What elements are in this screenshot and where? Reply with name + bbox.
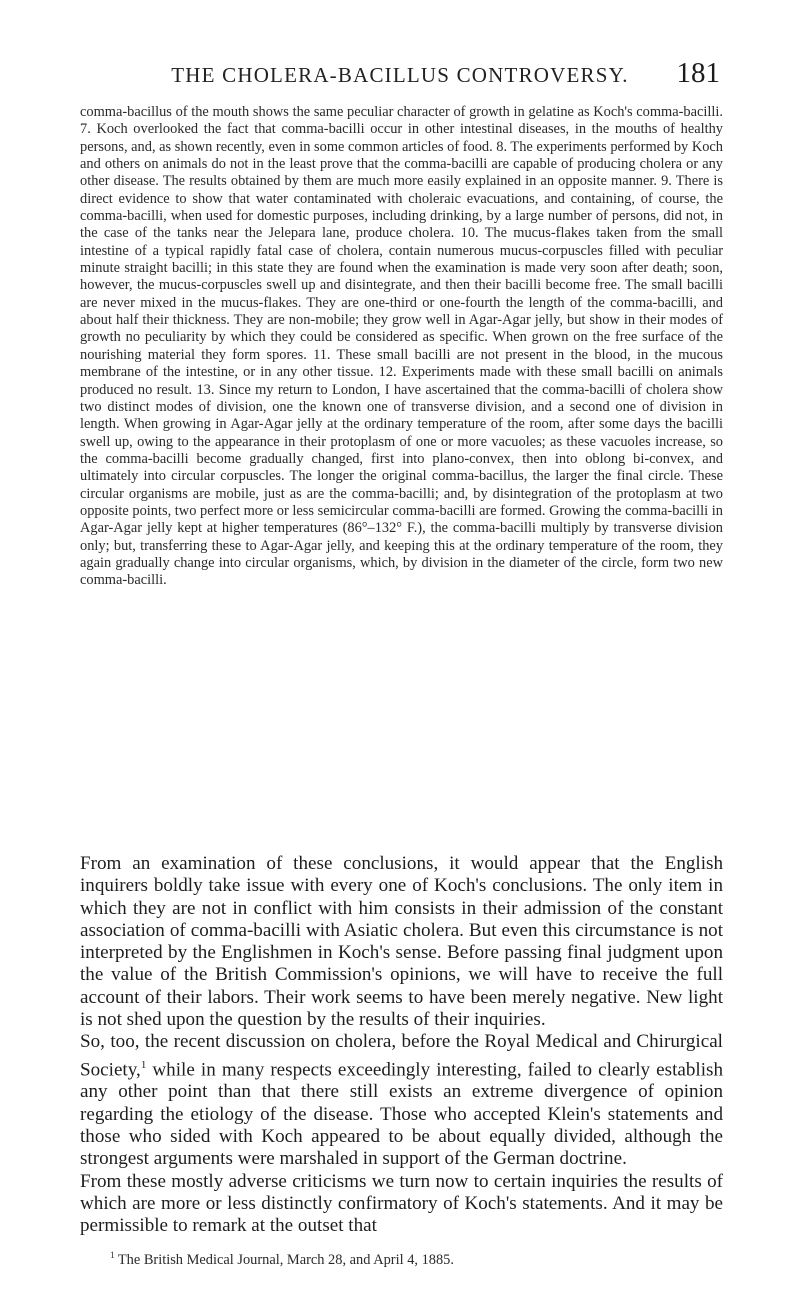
running-head: [80, 55, 720, 105]
paragraph-english-inquirers: From an examination of these conclusions, it would appear that the English inquirers boldly take issue with every one of Koch's conclusions. The only item in which they are not in conflict with him consists in their admission of the constant association of comma-bacilli with Asiatic cholera. But even this circumstance is not interpreted by the Englishmen in Koch's sense. Before passing final judgment upon the value of the British Commission's opinions, we will have to receive the full account of their labors. Their work seems to have been merely negative. New light is not shed upon the question by the results of their inquiries.: [80, 853, 723, 1031]
page-number: 181: [676, 57, 720, 89]
footnote-reference: 1: [140, 1058, 147, 1071]
paragraph-royal-society-discussion: [80, 1031, 723, 1170]
running-title: THE CHOLERA-BACILLUS CONTROVERSY.: [171, 63, 629, 87]
main-text: [80, 853, 723, 1237]
paragraph-confirmatory-inquiries: From these mostly adverse criticisms we turn now to certain inquiries the results of which are more or less distinctly confirmatory of Koch's statements. And it may be permissible to remark at the outset that: [80, 1170, 723, 1237]
paragraph-text-after-ref: while in many respects exceedingly interesting, failed to clearly establish any other point than that there still exists an extreme divergence of opinion regarding the etiology of the disease. Those who accepted Klein's statements and those who sided with Koch appeared to be about equally divided, although the strongest arguments were marshaled in support of the German doctrine.: [80, 1059, 723, 1170]
footnote-text: The British Medical Journal, March 28, and April 4, 1885.: [117, 1251, 454, 1268]
footnote: [110, 1250, 720, 1269]
footnote-marker: 1: [110, 1250, 115, 1260]
paragraph-text-before-ref: So, too, the recent discussion on cholera, before the Royal Medical and Chirurgical Society,: [80, 1031, 723, 1081]
quoted-conclusions-paragraph: comma-bacillus of the mouth shows the same peculiar character of growth in gelatine as Koch's comma-bacilli. 7. Koch overlooked the fact that comma-bacilli occur in other intestinal diseases, in the mouths of healthy persons, and, as shown recently, even in some common articles of food. 8. The experiments performed by Koch and others on animals do not in the least prove that the comma-bacilli are capable of producing cholera or any other disease. The results obtained by them are much more easily explained in an opposite manner. 9. There is direct evidence to show that water contaminated with choleraic evacuations, and containing, of course, the comma-bacilli, when used for domestic purposes, including drinking, by a large number of persons, did not, in the case of the tanks near the Jelepara lane, produce cholera. 10. The mucus-flakes taken from the small intestine of a typical rapidly fatal case of cholera, contain numerous mucus-corpuscles filled with peculiar minute straight bacilli; in this state they are found when the examination is made very soon after death; soon, however, the mucus-corpuscles swell up and disintegrate, and then their bacilli become free. The small bacilli are never mixed in the mucus-flakes. They are one-third or one-fourth the length of the comma-bacilli, and about half their thickness. They are non-mobile; they grow well in Agar-Agar jelly, but show in their modes of growth no peculiarity by which they could be considered as specific. When grown on the free surface of the nourishing material they form spores. 11. These small bacilli are not present in the blood, in the mucous membrane of the intestine, or in any other tissue. 12. Experiments made with these small bacilli on animals produced no result. 13. Since my return to London, I have ascertained that the comma-bacilli of cholera show two distinct modes of division, one the known one of transverse division, and a second one of division in length. When growing in Agar-Agar jelly at the ordinary temperature of the room, after some days the bacilli swell up, owing to the appearance in their protoplasm of one or more vacuoles; as these vacuoles increase, so the comma-bacilli become gradually changed, first into plano-convex, then into oblong bi-convex, and ultimately into circular corpuscles. The longer the original comma-bacillus, the larger the final circle. These circular organisms are mobile, just as are the comma-bacilli; and, by disintegration of the protoplasm at two opposite points, two perfect more or less semicircular comma-bacilli are formed. Growing the comma-bacilli in Agar-Agar jelly kept at higher temperatures (86°–132° F.), the comma-bacilli multiply by transverse division only; but, transferring these to Agar-Agar jelly, and keeping this at the ordinary temperature of the room, they again gradually change into circular organisms, which, by division in the diameter of the circle, form two new comma-bacilli.: [80, 104, 724, 589]
